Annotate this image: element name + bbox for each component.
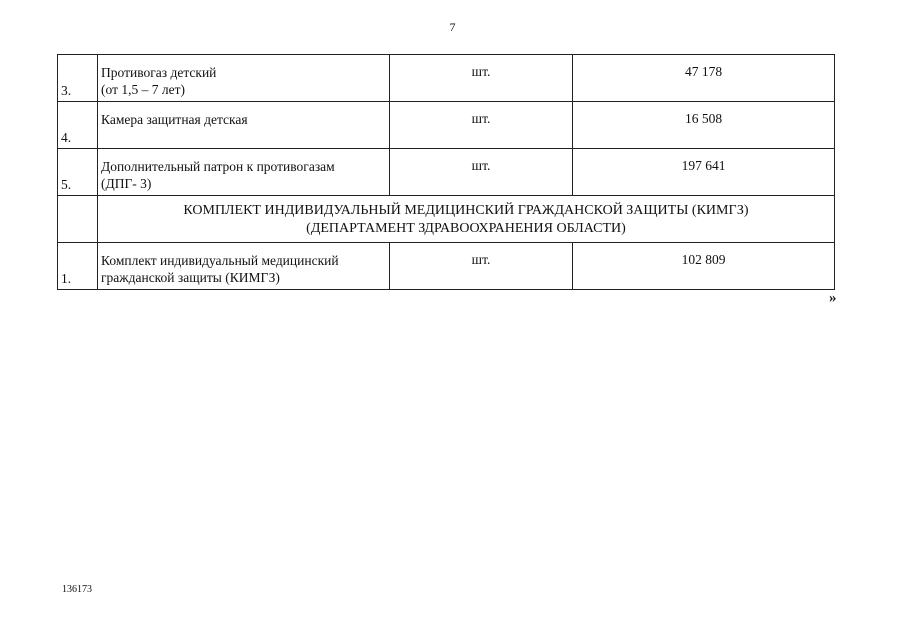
row-number: 4. <box>58 102 98 149</box>
item-unit: шт. <box>390 149 573 196</box>
item-name <box>98 102 390 149</box>
item-name-line: гражданской защиты (КИМГЗ) <box>101 270 280 285</box>
table-row <box>58 243 835 290</box>
item-name <box>98 55 390 102</box>
document-code: 136173 <box>62 584 92 595</box>
item-name <box>98 243 390 290</box>
section-heading-line: (ДЕПАРТАМЕНТ ЗДРАВООХРАНЕНИЯ ОБЛАСТИ) <box>306 221 626 236</box>
table-row <box>58 102 835 149</box>
row-number: 1. <box>58 243 98 290</box>
section-heading <box>98 196 835 243</box>
closing-quote: » <box>829 290 837 306</box>
item-unit: шт. <box>390 55 573 102</box>
item-quantity: 102 809 <box>573 243 835 290</box>
item-name-line: (ДПГ- 3) <box>101 176 152 191</box>
item-name-line <box>101 128 385 145</box>
equipment-table <box>57 54 835 290</box>
row-number-empty <box>58 196 98 243</box>
item-name <box>98 149 390 196</box>
table-row <box>58 55 835 102</box>
row-number: 5. <box>58 149 98 196</box>
item-name-line: Комплект индивидуальный медицинский <box>101 253 339 268</box>
item-name-line: Камера защитная детская <box>101 112 248 127</box>
page-number: 7 <box>449 20 456 34</box>
item-quantity: 197 641 <box>573 149 835 196</box>
item-unit: шт. <box>390 243 573 290</box>
item-quantity: 47 178 <box>573 55 835 102</box>
row-number: 3. <box>58 55 98 102</box>
table-row <box>58 149 835 196</box>
item-name-line: (от 1,5 – 7 лет) <box>101 82 185 97</box>
section-heading-line: КОМПЛЕКТ ИНДИВИДУАЛЬНЫЙ МЕДИЦИНСКИЙ ГРАЖДАНСКОЙ ЗАЩИТЫ (КИМГЗ) <box>183 203 749 218</box>
section-header-row <box>58 196 835 243</box>
item-unit: шт. <box>390 102 573 149</box>
item-quantity: 16 508 <box>573 102 835 149</box>
item-name-line: Противогаз детский <box>101 65 217 80</box>
item-name-line: Дополнительный патрон к противогазам <box>101 159 335 174</box>
